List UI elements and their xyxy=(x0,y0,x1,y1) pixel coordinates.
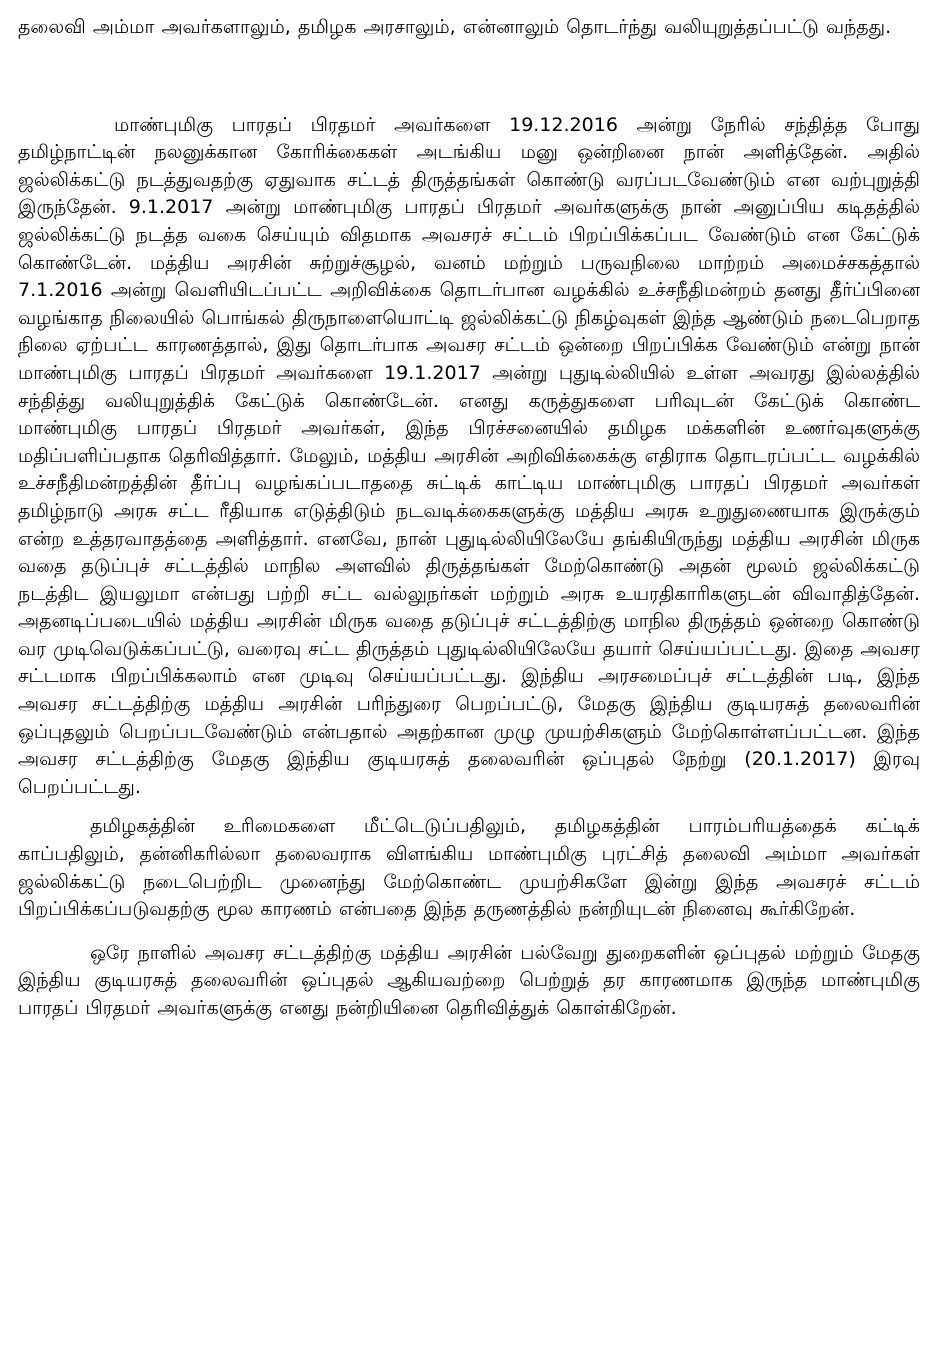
paragraph-amma-tribute: தமிழகத்தின் உரிமைகளை மீட்டெடுப்பதிலும், தமிழகத்தின் பாரம்பரியத்தைக் கட்டிக் காப்பதிலும், தன்னிகரில்லா தலைவராக விளங்கிய மாண்புமிகு புரட்சித் தலைவி அம்மா அவர்கள் ஜல்லிக்கட்டு நடைபெற்றிட முனைந்து மேற்கொண்ட முயற்சிகளே இன்று இந்த அவசரச் சட்டம் பிறப்பிக்கப்படுவதற்கு மூல காரணம் என்பதை இந்த தருணத்தில் நன்றியுடன் நினைவு கூர்கிறேன். xyxy=(18,815,920,921)
paragraph-thanks: ஒரே நாளில் அவசர சட்டத்திற்கு மத்திய அரசின் பல்வேறு துறைகளின் ஒப்புதல் மற்றும் மேதகு இந்திய குடியரசுத் தலைவரின் ஒப்புதல் ஆகியவற்றை பெற்றுத் தர காரணமாக இருந்த மாண்புமிகு பாரதப் பிரதமர் அவர்களுக்கு எனது நன்றியினை தெரிவித்துக் கொள்கிறேன். xyxy=(18,941,920,1019)
paragraph-continuation: தலைவி அம்மா அவர்களாலும், தமிழக அரசாலும், என்னாலும் தொடர்ந்து வலியுறுத்தப்பட்டு வந்தது. xyxy=(18,16,892,38)
paragraph-prime-minister-meeting: மாண்புமிகு பாரதப் பிரதமர் அவர்களை 19.12.2016 அன்று நேரில் சந்தித்த போது தமிழ்நாட்டின் நலனுக்கான கோரிக்கைகள் அடங்கிய மனு ஒன்றினை நான் அளித்தேன். அதில் ஜல்லிக்கட்டு நடத்துவதற்கு ஏதுவாக சட்டத் திருத்தங்கள் கொண்டு வரப்படவேண்டும் என வற்புறுத்தி இருந்தேன். 9.1.2017 அன்று மாண்புமிகு பாரதப் பிரதமர் அவர்களுக்கு நான் அனுப்பிய கடிதத்தில் ஜல்லிக்கட்டு நடத்த வகை செய்யும் விதமாக அவசரச் சட்டம் பிறப்பிக்கப்பட வேண்டும் என கேட்டுக் கொண்டேன். மத்திய அரசின் சுற்றுச்சூழல், வனம் மற்றும் பருவநிலை மாற்றம் அமைச்சகத்தால் 7.1.2016 அன்று வெளியிடப்பட்ட அறிவிக்கை தொடர்பான வழக்கில் உச்சநீதிமன்றம் தனது தீர்ப்பினை வழங்காத நிலையில் பொங்கல் திருநாளையொட்டி ஜல்லிக்கட்டு நிகழ்வுகள் இந்த ஆண்டும் நடைபெறாத நிலை ஏற்பட்ட காரணத்தால், இது தொடர்பாக அவசர சட்டம் ஒன்றை பிறப்பிக்க வேண்டும் என்று நான் மாண்புமிகு பாரதப் பிரதமர் அவர்களை 19.1.2017 அன்று புதுடில்லியில் உள்ள அவரது இல்லத்தில் சந்தித்து வலியுறுத்திக் கேட்டுக் கொண்டேன். எனது கருத்துகளை பரிவுடன் கேட்டுக் கொண்ட மாண்புமிகு பாரதப் பிரதமர் அவர்கள், இந்த பிரச்சனையில் தமிழக மக்களின் உணர்வுகளுக்கு மதிப்பளிப்பதாக தெரிவித்தார். மேலும், மத்திய அரசின் அறிவிக்கைக்கு எதிராக தொடரப்பட்ட வழக்கில் உச்சநீதிமன்றத்தின் தீர்ப்பு வழங்கப்படாததை சுட்டிக் காட்டிய மாண்புமிகு பாரதப் பிரதமர் அவர்கள் தமிழ்நாடு அரசு சட்ட ரீதியாக எடுத்திடும் நடவடிக்கைகளுக்கு மத்திய அரசு உறுதுணையாக இருக்கும் என்ற உத்தரவாதத்தை அளித்தார். எனவே, நான் புதுடில்லியிலேயே தங்கியிருந்து மத்திய அரசின் மிருக வதை தடுப்புச் சட்டத்தில் மாநில அளவில் திருத்தங்கள் மேற்கொண்டு அதன் மூலம் ஜல்லிக்கட்டு நடத்திட இயலுமா என்பது பற்றி சட்ட வல்லுநர்கள் மற்றும் அரசு உயரதிகாரிகளுடன் விவாதித்தேன். அதனடிப்படையில் மத்திய அரசின் மிருக வதை தடுப்புச் சட்டத்திற்கு மாநில திருத்தம் ஒன்றை கொண்டு வர முடிவெடுக்கப்பட்டு, வரைவு சட்ட திருத்தம் புதுடில்லியிலேயே தயார் செய்யப்பட்டது. இதை அவசர சட்டமாக பிறப்பிக்கலாம் என முடிவு செய்யப்பட்டது. இந்திய அரசமைப்புச் சட்டத்தின் படி, இந்த அவசர சட்டத்திற்கு மத்திய அரசின் பரிந்துரை பெறப்பட்டு, மேதகு இந்திய குடியரசுத் தலைவரின் ஒப்புதலும் பெறப்படவேண்டும் என்பதால் அதற்கான முழு முயற்சிகளும் மேற்கொள்ளப்பட்டன. இந்த அவசர சட்டத்திற்கு மேதகு இந்திய குடியரசுத் தலைவரின் ஒப்புதல் நேற்று (20.1.2017) இரவு பெறப்பட்டது. xyxy=(18,113,920,798)
document-page xyxy=(18,14,920,1023)
